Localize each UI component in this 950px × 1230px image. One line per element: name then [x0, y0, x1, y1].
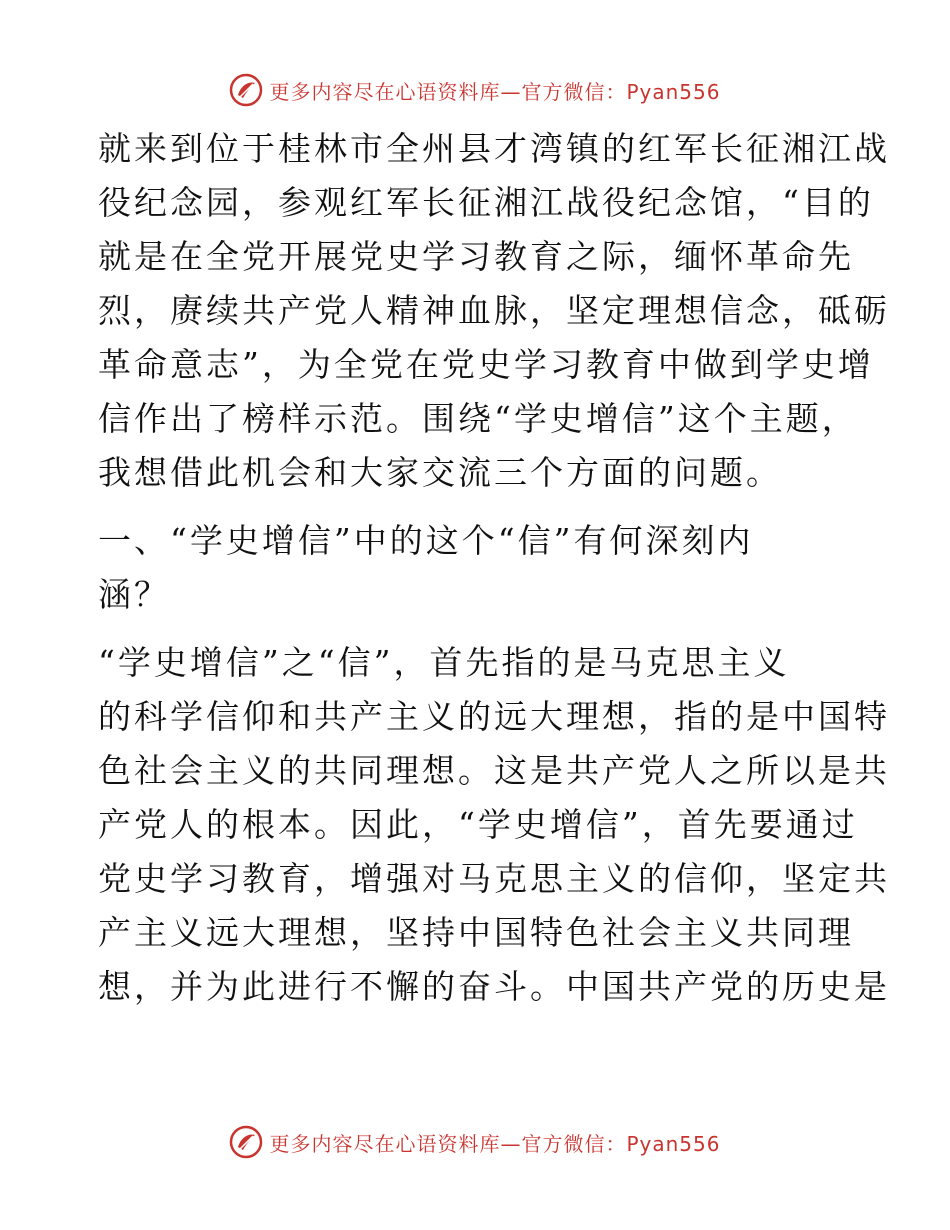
- watermark-text: 更多内容尽在心语资料库—官方微信：Pyan556: [269, 1131, 721, 1156]
- text-line: 产党人的根本。因此，“学史增信”，首先要通过: [98, 805, 858, 844]
- paragraph-2: [98, 636, 890, 1014]
- text-line: 役纪念园，参观红军长征湘江战役纪念馆，“目的: [98, 183, 874, 222]
- paragraph-1: [98, 122, 890, 500]
- logo-icon: [229, 73, 263, 107]
- heading-line: 一、“学史增信”中的这个“信”有何深刻内: [98, 521, 754, 560]
- text-line: 想，并为此进行不懈的奋斗。中国共产党的历史是: [98, 967, 890, 1006]
- document-body: [98, 122, 890, 1014]
- text-line: 革命意志”，为全党在党史学习教育中做到学史增: [98, 345, 874, 384]
- section-heading: [98, 514, 858, 622]
- text-line: 的科学信仰和共产主义的远大理想，指的是中国特: [98, 697, 890, 736]
- text-line: 党史学习教育，增强对马克思主义的信仰，坚定共: [98, 859, 890, 898]
- footer-watermark-banner: [0, 1122, 950, 1162]
- text-line: 产主义远大理想，坚持中国特色社会主义共同理: [98, 913, 854, 952]
- text-line: 烈，赓续共产党人精神血脉，坚定理想信念，砥砺: [98, 291, 890, 330]
- text-line: 信作出了榜样示范。围绕“学史增信”这个主题，: [98, 399, 858, 438]
- heading-line: 涵？: [98, 575, 170, 614]
- text-line: “学史增信”之“信”，首先指的是马克思主义: [98, 643, 790, 682]
- text-line: 就来到位于桂林市全州县才湾镇的红军长征湘江战: [98, 129, 890, 168]
- text-line: 色社会主义的共同理想。这是共产党人之所以是共: [98, 751, 890, 790]
- logo-icon: [229, 1125, 263, 1159]
- text-line: 就是在全党开展党史学习教育之际，缅怀革命先: [98, 237, 854, 276]
- text-line: 我想借此机会和大家交流三个方面的问题。: [98, 453, 782, 492]
- header-watermark-banner: [0, 70, 950, 110]
- watermark-text: 更多内容尽在心语资料库—官方微信：Pyan556: [269, 79, 721, 104]
